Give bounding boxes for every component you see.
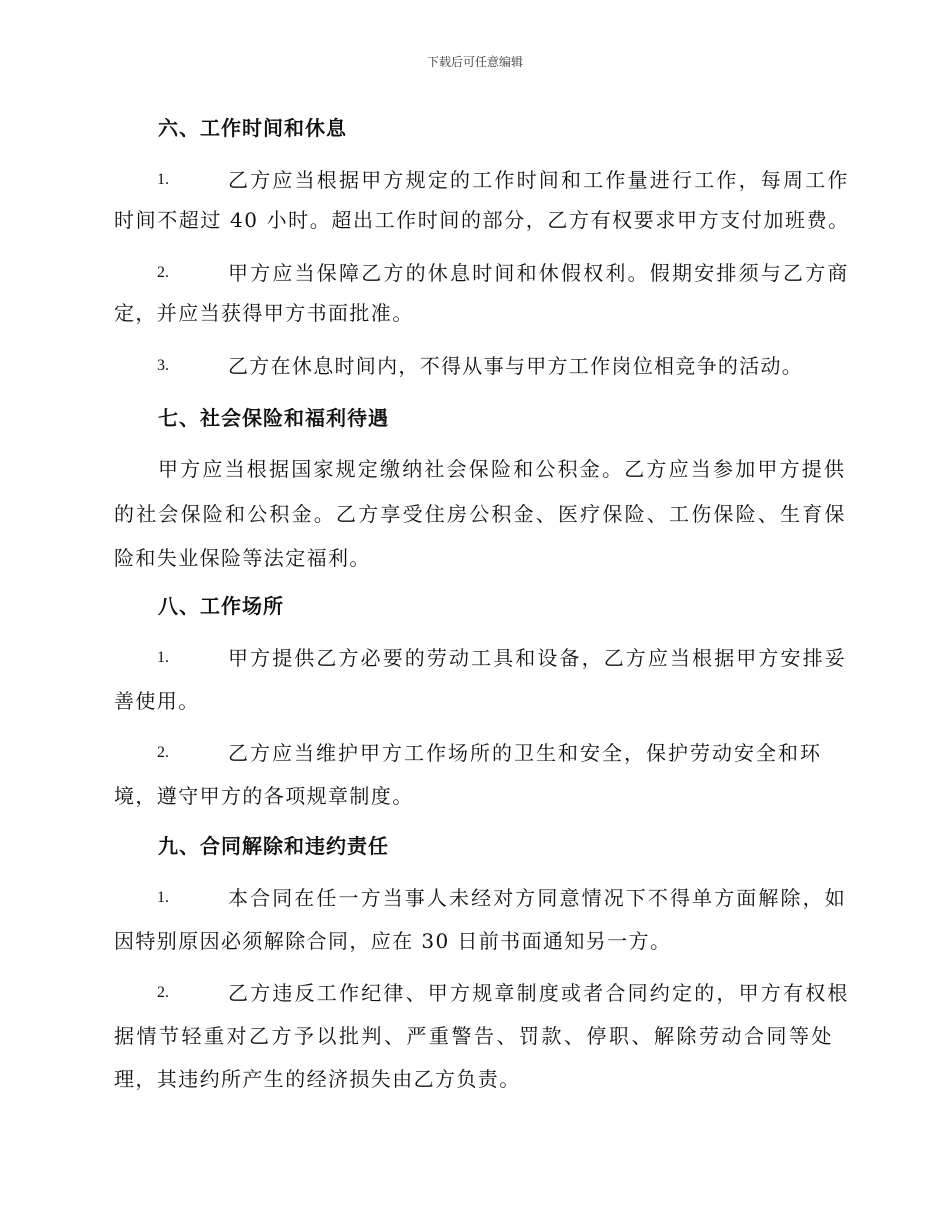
- item-number: 1.: [157, 889, 169, 906]
- item-number: 3.: [157, 357, 169, 374]
- item-number: 2.: [157, 984, 169, 1001]
- document-page: 下载后可任意编辑 六、工作时间和休息 1. 乙方应当根据甲方规定的工作时间和工作量进行工作，每周工作 时间不超过 40 小时。超出工作时间的部分，乙方有权要求甲方支付加班费。 2. 甲方应当保障乙方的休息时间和休假权利。假期安排须与乙方商 定，并应当获得甲方书面批准。 3. 乙方在休息时间内，不得从事与甲方工作岗位相竞争的活动。 七、社会保险和福利待遇 甲方应当根据国家规定缴纳社会保险和公积金。乙方应当参加甲方提供 的社会保险和公积金。乙方享受住房公积金、医疗保险、工伤保险、生育保 险和失业保险等法定福利。 八、工作场所 1. 甲方提供乙方必要的劳动工具和设备，乙方应当根据甲方安排妥 善使用。 2. 乙方应当维护甲方工作场所的卫生和安全，保护劳动安全和环 境，遵守甲方的各项规章制度。 九、合同解除和违约责任 1. 本合同在任一方当事人未经对方同意情况下不得单方面解除，如 因特别原因必须解除合同，应在 30 日前书面通知另一方。 2. 乙方违反工作纪律、甲方规章制度或者合同约定的，甲方有权根 据情节轻重对乙方予以批判、严重警告、罚款、停职、解除劳动合同等处 理，其违约所产生的经济损失由乙方负责。: [0, 0, 950, 1230]
- item-number: 1.: [157, 171, 169, 188]
- item-number: 2.: [157, 264, 169, 281]
- item-number: 2.: [157, 744, 169, 761]
- page-header: 下载后可任意编辑: [426, 55, 523, 69]
- item-number: 1.: [157, 649, 169, 666]
